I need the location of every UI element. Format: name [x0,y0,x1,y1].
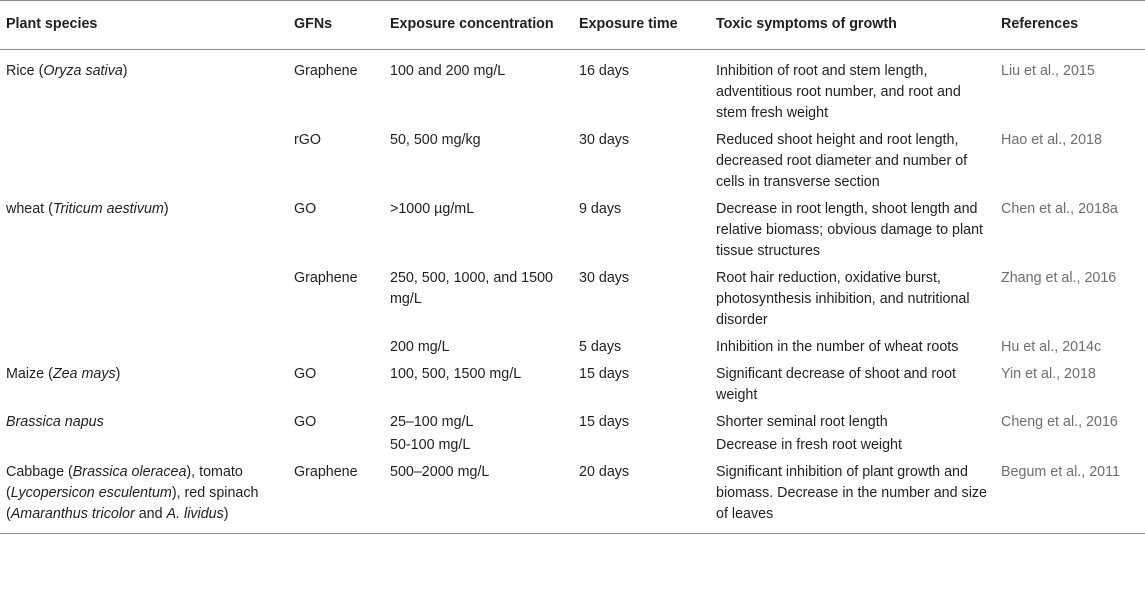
reference-cell: Chen et al., 2018a [1001,201,1118,217]
species-latin-name: Brassica napus [6,414,104,430]
concentration-cell: 50, 500 mg/kg [390,132,481,148]
concentration-cell: 200 mg/L [390,339,450,355]
plant-species-cell [0,406,288,433]
exposure-time-cell: 9 days [579,201,622,217]
gfn-cell: GO [294,201,317,217]
symptoms-cell: Reduced shoot height and root length, decreased root diameter and number of cells in transverse section [716,132,968,190]
species-latin-name: Brassica oleracea [72,464,187,480]
species-text: ) [223,506,229,522]
table-row [0,262,1145,331]
reference-cell: Zhang et al., 2016 [1001,270,1117,286]
reference-cell [995,433,1145,456]
gfn-cell: Graphene [294,63,358,79]
species-latin-name: A. lividus [166,506,224,522]
species-text: Cabbage ( [6,464,73,480]
reference-cell: Begum et al., 2011 [995,456,1145,534]
exposure-time-cell: 16 days [579,63,630,79]
species-text: ) [122,63,128,79]
plant-species-cell [0,358,288,406]
species-latin-name: Triticum aestivum [52,201,164,217]
table-row [0,124,1145,193]
exposure-time-cell: 30 days [579,270,630,286]
plant-species-cell [0,193,288,262]
plant-species-cell [0,50,288,125]
reference-cell: Hao et al., 2018 [1001,132,1102,148]
plant-species-cell [0,433,288,456]
table-row [0,50,1145,125]
header-exposure-time: Exposure time [573,1,710,50]
table-row [0,358,1145,406]
species-text: wheat ( [6,201,53,217]
exposure-time-cell: 15 days [579,414,630,430]
header-gfns: GFNs [288,1,384,50]
reference-cell: Cheng et al., 2016 [1001,414,1118,430]
species-latin-name: Amaranthus tricolor [10,506,135,522]
symptoms-cell: Inhibition in the number of wheat roots [716,339,959,355]
header-row [0,1,1145,50]
exposure-time-cell: 15 days [579,366,630,382]
species-latin-name: Zea mays [52,366,116,382]
species-latin-name: Lycopersicon esculentum [10,485,172,501]
concentration-cell: 25–100 mg/L [390,414,474,430]
concentration-cell: 500–2000 mg/L [384,456,573,534]
species-text: and [134,506,167,522]
header-plant-species: Plant species [0,1,288,50]
header-references: References [995,1,1145,50]
table-row [0,406,1145,433]
symptoms-cell: Decrease in fresh root weight [716,437,902,453]
header-exposure-concentration: Exposure concentration [384,1,573,50]
exposure-time-cell [573,433,710,456]
species-text: ), red spinach ( [6,485,259,522]
exposure-time-cell: 20 days [573,456,710,534]
concentration-cell: 250, 500, 1000, and 1500 mg/L [390,270,553,307]
gfn-cell: Graphene [288,456,384,534]
exposure-time-cell: 30 days [579,132,630,148]
gfn-cell [288,331,384,358]
species-latin-name: Oryza sativa [43,63,123,79]
concentration-cell: 50-100 mg/L [390,437,471,453]
reference-cell: Yin et al., 2018 [1001,366,1096,382]
table-row [0,456,1145,534]
gfn-cell: Graphene [294,270,358,286]
species-text: ), tomato ( [6,464,243,501]
concentration-cell: >1000 µg/mL [390,201,475,217]
species-text: Maize ( [6,366,53,382]
gfn-cell [288,433,384,456]
table-body [0,50,1145,534]
reference-cell: Hu et al., 2014c [1001,339,1102,355]
plant-species-cell [0,124,288,193]
table-row [0,433,1145,456]
gfn-cell: rGO [294,132,322,148]
reference-cell: Liu et al., 2015 [1001,63,1095,79]
symptoms-cell: Decrease in root length, shoot length and relative biomass; obvious damage to plant tissue structures [716,201,984,259]
symptoms-cell: Significant inhibition of plant growth and biomass. Decrease in the number and size of leaves [710,456,995,534]
concentration-cell: 100 and 200 mg/L [390,63,506,79]
plant-species-cell [0,456,288,534]
concentration-cell: 100, 500, 1500 mg/L [390,366,522,382]
table-row [0,193,1145,262]
table-row [0,331,1145,358]
plant-species-cell [0,262,288,331]
plant-species-cell [0,331,288,358]
symptoms-cell: Significant decrease of shoot and root weight [716,366,957,403]
species-text: ) [163,201,169,217]
symptoms-cell: Shorter seminal root length [716,414,888,430]
species-text: Rice ( [6,63,44,79]
gfn-cell: GO [294,366,317,382]
header-toxic-symptoms: Toxic symptoms of growth [710,1,995,50]
symptoms-cell: Inhibition of root and stem length, adventitious root number, and root and stem fresh weight [716,63,961,121]
species-text: ) [115,366,121,382]
gfn-cell: GO [294,414,317,430]
exposure-time-cell: 5 days [579,339,622,355]
symptoms-cell: Root hair reduction, oxidative burst, photosynthesis inhibition, and nutritional disorder [716,270,970,328]
